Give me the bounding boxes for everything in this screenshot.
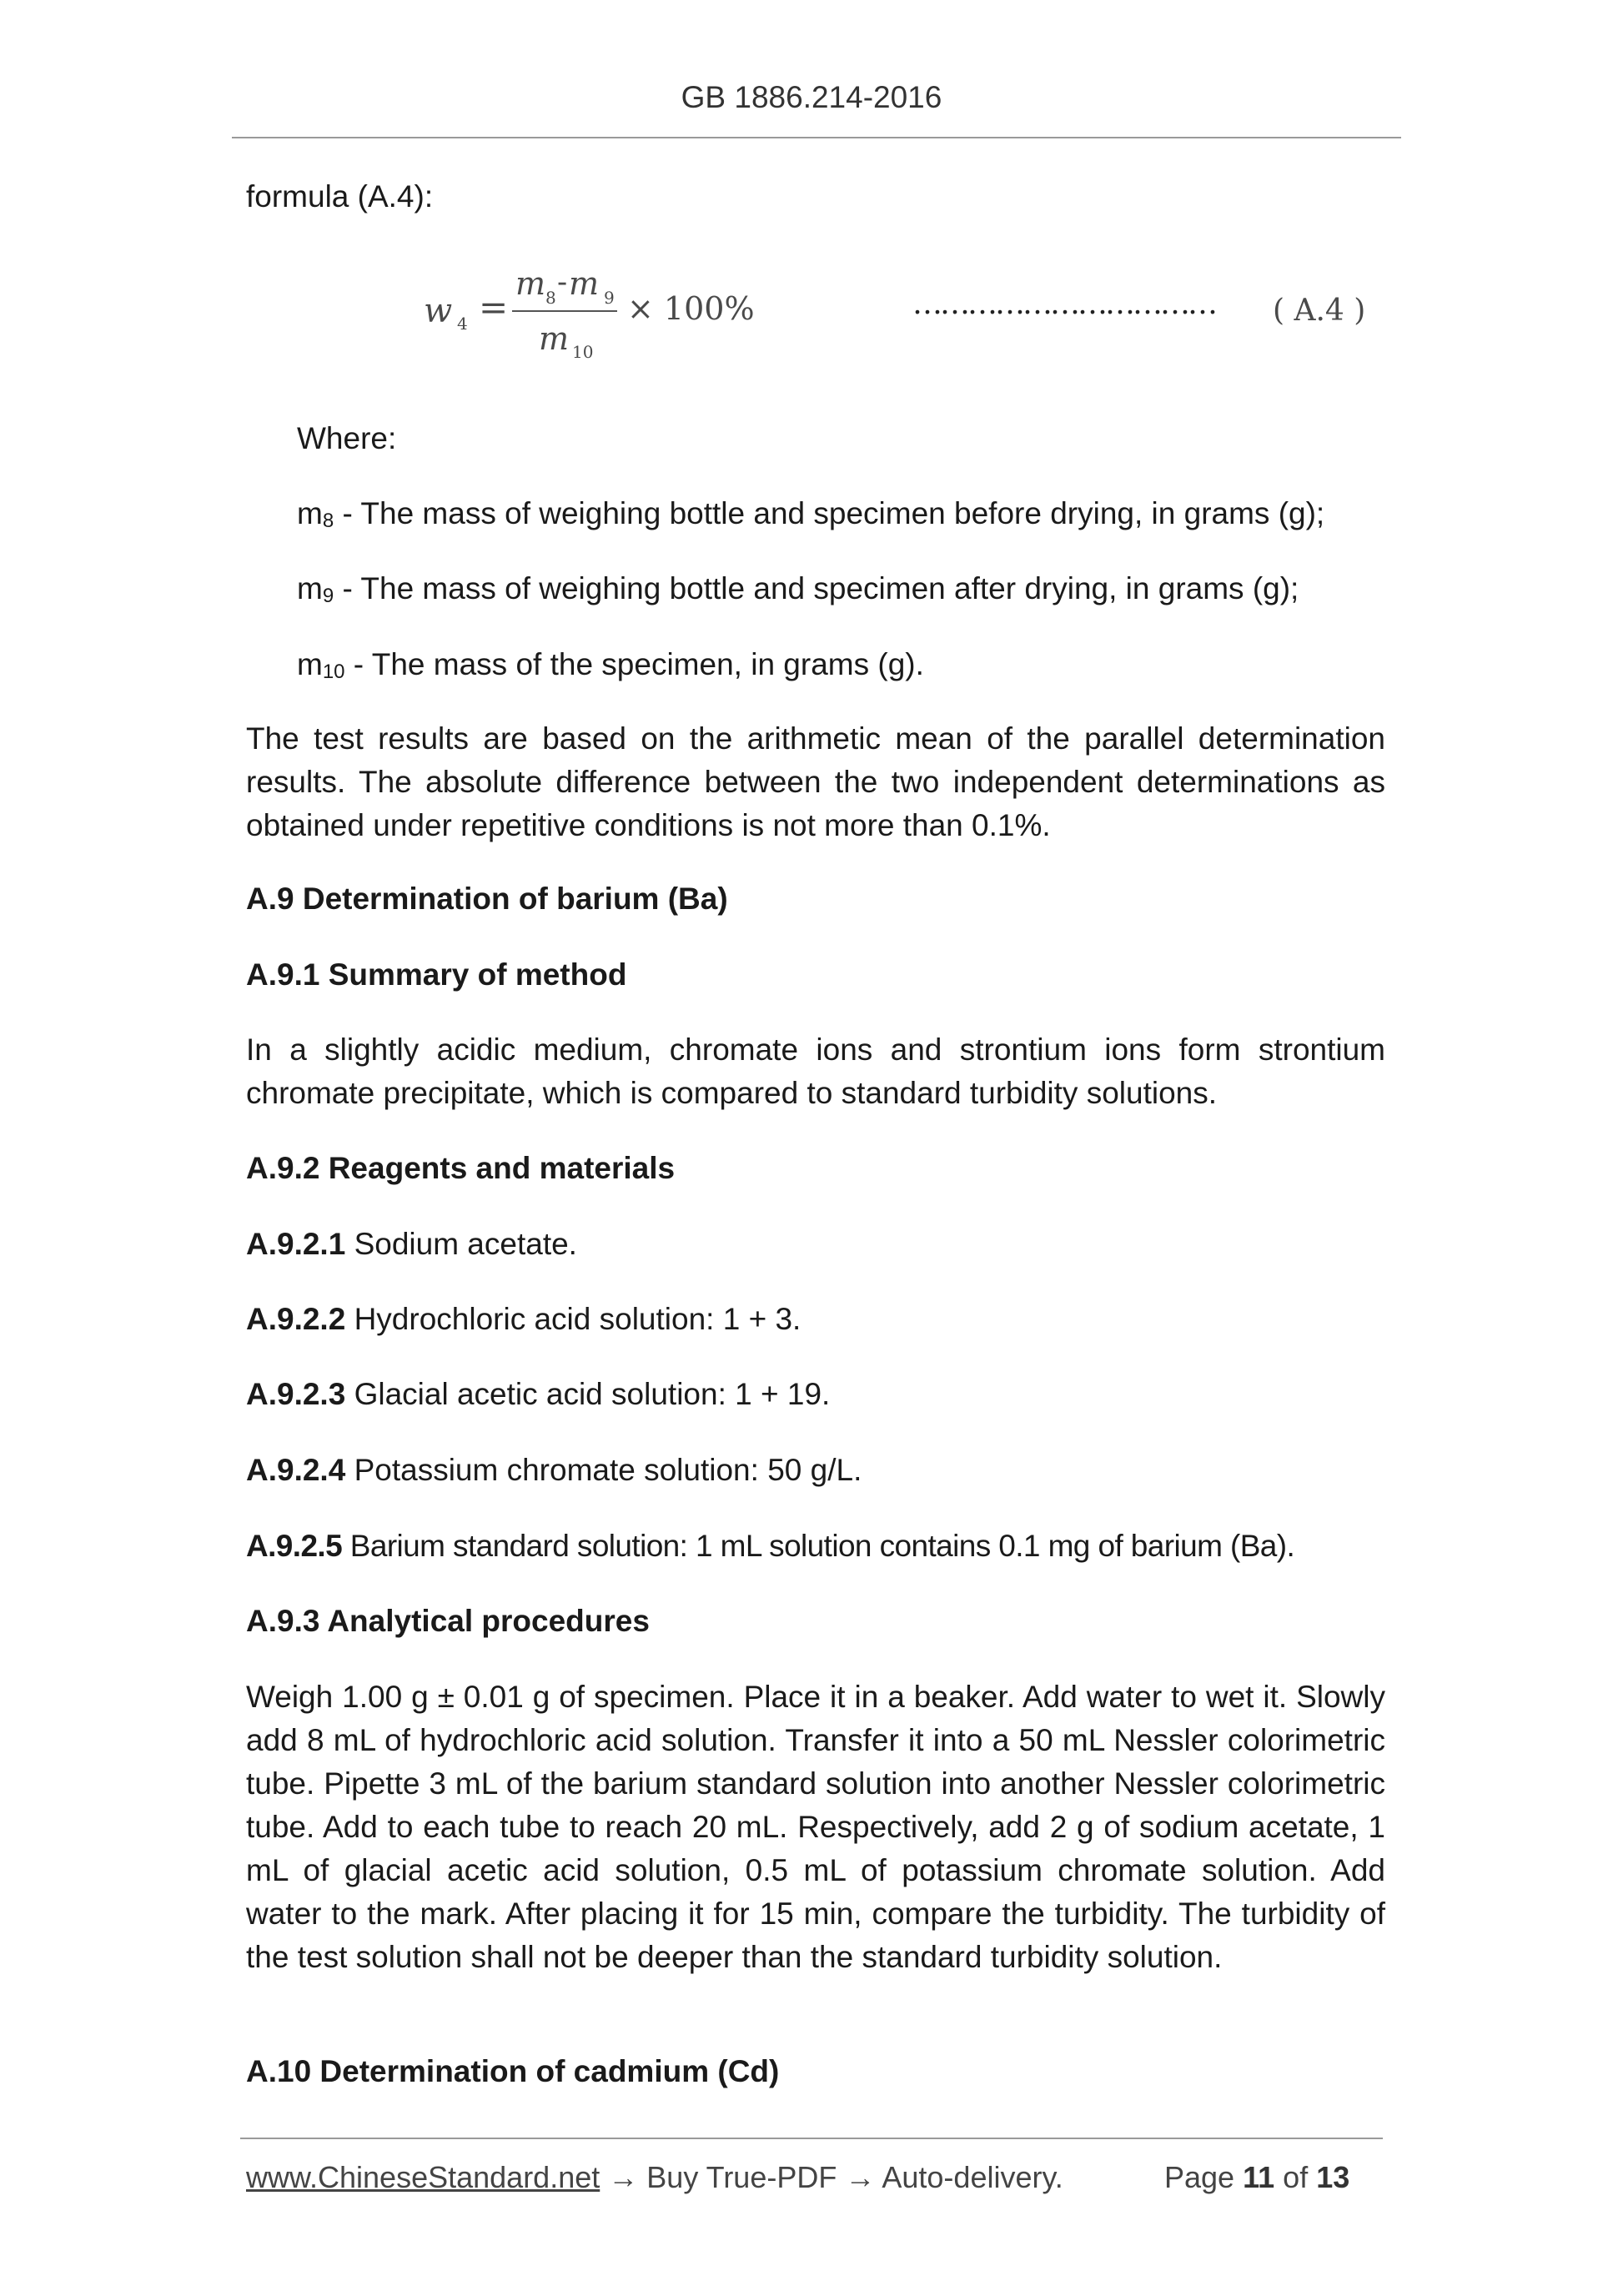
results-paragraph: The test results are based on the arithmetic mean of the parallel determination results. The absolute difference between the two independent determinations as obtained under repetitive conditions is not more than 0.1%. bbox=[246, 721, 1385, 842]
reagent-item bbox=[246, 1223, 577, 1266]
reagent-text: Barium standard solution: 1 mL solution contains 0.1 mg of barium (Ba). bbox=[342, 1529, 1295, 1563]
section-heading-a92: A.9.2 Reagents and materials bbox=[246, 1151, 676, 1185]
footer-buy-text: Buy True-PDF bbox=[646, 2160, 837, 2194]
reagent-text: Potassium chromate solution: 50 g/L. bbox=[345, 1453, 862, 1487]
reagent-number: A.9.2.1 bbox=[246, 1227, 346, 1261]
footer-site-link[interactable]: www.ChineseStandard.net bbox=[246, 2160, 600, 2194]
formula-denominator-sub: 10 bbox=[572, 342, 594, 362]
formula-numerator-a: m bbox=[515, 265, 546, 302]
formula-label: ( A.4 ) bbox=[1273, 294, 1366, 328]
where-label: Where: bbox=[297, 421, 397, 455]
footer-promo bbox=[246, 2160, 1063, 2195]
section-heading-a9: A.9 Determination of barium (Ba) bbox=[246, 882, 728, 916]
reagent-number: A.9.2.2 bbox=[246, 1302, 346, 1336]
formula-lhs-sub: 4 bbox=[457, 314, 468, 334]
formula-lhs-var: w bbox=[424, 292, 453, 330]
formula-intro: formula (A.4): bbox=[246, 179, 434, 214]
reagent-item bbox=[246, 1298, 801, 1341]
section-heading-a93: A.9.3 Analytical procedures bbox=[246, 1604, 650, 1638]
reagent-text: Glacial acetic acid solution: 1 + 19. bbox=[345, 1377, 831, 1411]
reagent-number: A.9.2.5 bbox=[246, 1529, 343, 1563]
where-item-symbol: m bbox=[297, 571, 323, 605]
page-indicator bbox=[1164, 2160, 1349, 2195]
document-header: GB 1886.214-2016 bbox=[681, 80, 942, 114]
where-item-symbol: m bbox=[297, 647, 323, 681]
header-divider bbox=[232, 137, 1401, 138]
where-item-subscript: 9 bbox=[322, 585, 334, 607]
section-heading-a10: A.10 Determination of cadmium (Cd) bbox=[246, 2054, 780, 2088]
reagent-text: Sodium acetate. bbox=[345, 1227, 577, 1261]
page-number: 11 bbox=[1243, 2160, 1275, 2194]
where-item-text: - The mass of weighing bottle and specimen before drying, in grams (g); bbox=[334, 496, 1325, 530]
formula-denominator: m bbox=[539, 320, 570, 357]
arrow-right-icon: → bbox=[845, 2160, 876, 2194]
formula-fraction-bar bbox=[512, 310, 617, 312]
formula-minus: - bbox=[557, 265, 568, 299]
summary-paragraph: In a slightly acidic medium, chromate ions and strontium ions form strontium chromate precipitate, which is compared to standard turbidity solutions. bbox=[246, 1032, 1385, 1110]
reagent-item bbox=[246, 1449, 862, 1492]
page-label: Page bbox=[1164, 2160, 1235, 2194]
where-item-text: - The mass of the specimen, in grams (g). bbox=[344, 647, 924, 681]
page-of-label: of bbox=[1283, 2160, 1309, 2194]
where-item-subscript: 8 bbox=[322, 510, 334, 532]
footer-divider bbox=[240, 2138, 1383, 2139]
formula-equals: = bbox=[479, 287, 509, 328]
reagent-item bbox=[246, 1525, 1294, 1568]
formula-leader-dots: …………………………… bbox=[912, 287, 1215, 321]
reagent-text: Hydrochloric acid solution: 1 + 3. bbox=[345, 1302, 801, 1336]
arrow-right-icon: → bbox=[608, 2160, 639, 2194]
where-item-subscript: 10 bbox=[322, 661, 345, 683]
formula-times: × 100% bbox=[627, 290, 755, 327]
where-item bbox=[297, 643, 924, 686]
where-item bbox=[297, 567, 1299, 610]
section-heading-a91: A.9.1 Summary of method bbox=[246, 957, 627, 992]
page-total: 13 bbox=[1316, 2160, 1350, 2194]
formula-numerator-a-sub: 8 bbox=[545, 288, 556, 308]
where-item-text: - The mass of weighing bottle and specimen after drying, in grams (g); bbox=[334, 571, 1299, 605]
procedure-paragraph: Weigh 1.00 g ± 0.01 g of specimen. Place it in a beaker. Add water to wet it. Slowly add 8 mL of hydrochloric acid solution. Transfer it into a 50 mL Nessler colorimetric tube. Pipette 3 mL of the barium standard solution into another Nessler colorimetric tube. Add to each tube to reach 20 mL. Respectively, add 2 g of sodium acetate, 1 mL of glacial acetic acid solution, 0.5 mL of potassium chromate solution. Add water to the mark. After placing it for 15 min, compare the turbidity. The turbidity of the test solution shall not be deeper than the standard turbidity solution. bbox=[246, 1680, 1385, 1974]
reagent-number: A.9.2.4 bbox=[246, 1453, 346, 1487]
reagent-item bbox=[246, 1373, 830, 1416]
footer-delivery-text: Auto-delivery. bbox=[882, 2160, 1063, 2194]
reagent-number: A.9.2.3 bbox=[246, 1377, 346, 1411]
where-item-symbol: m bbox=[297, 496, 323, 530]
formula-numerator-b-sub: 9 bbox=[604, 288, 615, 308]
where-item bbox=[297, 492, 1324, 535]
formula-numerator-b: m bbox=[569, 265, 600, 302]
